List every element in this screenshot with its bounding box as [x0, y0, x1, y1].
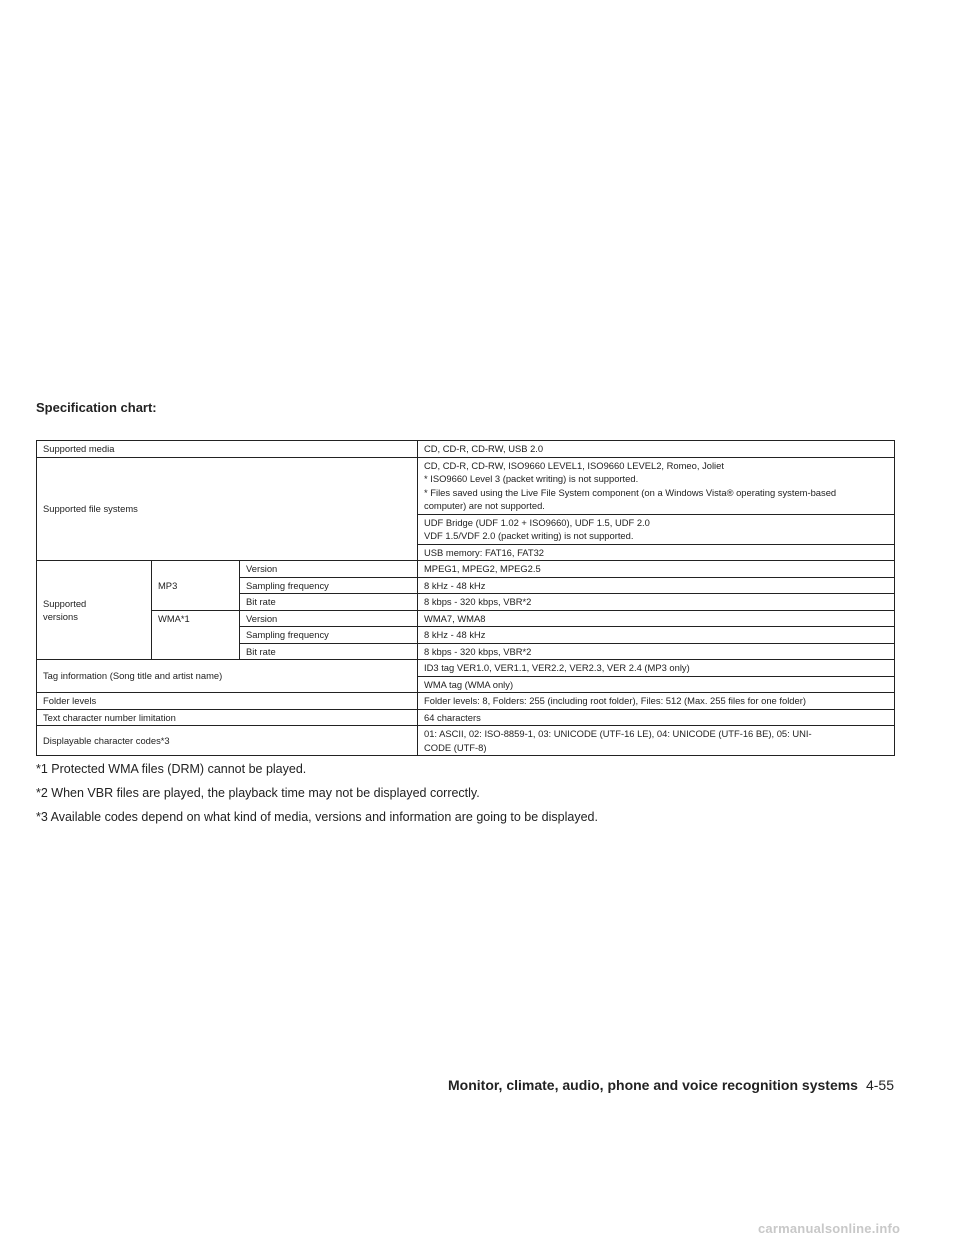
file-systems-label: Supported file systems [37, 457, 418, 561]
file-systems-cd-line: CD, CD-R, CD-RW, ISO9660 LEVEL1, ISO9660 LEVEL2, Romeo, Joliet [424, 459, 724, 471]
table-row [37, 693, 895, 710]
text-limit-value: 64 characters [418, 709, 895, 726]
version-attribute: Version [240, 561, 418, 578]
file-systems-cd-line: * Files saved using the Live File System component (on a Windows Vista® operating system-based [424, 486, 837, 498]
text-limit-label: Text character number limitation [37, 709, 418, 726]
folder-levels-value: Folder levels: 8, Folders: 255 (including root folder), Files: 512 (Max. 255 files for one folder) [418, 693, 895, 710]
table-row [37, 610, 895, 627]
tag-info-value: ID3 tag VER1.0, VER1.1, VER2.2, VER2.3, VER 2.4 (MP3 only) [418, 660, 895, 677]
version-attribute: Sampling frequency [240, 627, 418, 644]
footnote: *2 When VBR files are played, the playback time may not be displayed correctly. [36, 786, 480, 800]
wma-label: WMA*1 [152, 610, 240, 660]
table-row [37, 709, 895, 726]
version-attribute: Sampling frequency [240, 577, 418, 594]
footer-section-title: Monitor, climate, audio, phone and voice recognition systems [448, 1077, 858, 1093]
version-value: WMA7, WMA8 [418, 610, 895, 627]
file-systems-cd-line: computer) are not supported. [424, 500, 545, 511]
folder-levels-label: Folder levels [37, 693, 418, 710]
tag-info-label: Tag information (Song title and artist name) [37, 660, 418, 693]
char-codes-line: CODE (UTF-8) [424, 741, 487, 753]
version-value: 8 kHz - 48 kHz [418, 577, 895, 594]
version-value: 8 kbps - 320 kbps, VBR*2 [418, 643, 895, 660]
page-number: 4-55 [865, 1077, 894, 1093]
version-attribute: Version [240, 610, 418, 627]
footnote: *3 Available codes depend on what kind of media, versions and information are going to be displayed. [36, 810, 598, 824]
file-systems-udf-line: UDF Bridge (UDF 1.02 + ISO9660), UDF 1.5, UDF 2.0 [424, 516, 650, 528]
specification-table [36, 440, 895, 756]
file-systems-cd-line: * ISO9660 Level 3 (packet writing) is not supported. [424, 473, 639, 484]
section-title: Specification chart: [36, 400, 157, 415]
table-row [37, 660, 895, 677]
table-row [37, 441, 895, 458]
supported-versions-label-line: Supported [43, 597, 87, 609]
tag-info-value: WMA tag (WMA only) [418, 676, 895, 693]
file-systems-usb-value: USB memory: FAT16, FAT32 [418, 544, 895, 561]
char-codes-value [418, 726, 895, 756]
supported-media-value: CD, CD-R, CD-RW, USB 2.0 [418, 441, 895, 458]
table-row [37, 457, 895, 514]
file-systems-udf-line: VDF 1.5/VDF 2.0 (packet writing) is not supported. [424, 530, 634, 541]
supported-media-label: Supported media [37, 441, 418, 458]
page-footer [448, 1077, 894, 1093]
char-codes-label: Displayable character codes*3 [37, 726, 418, 756]
supported-versions-label [37, 561, 152, 660]
version-attribute: Bit rate [240, 594, 418, 611]
version-attribute: Bit rate [240, 643, 418, 660]
char-codes-line: 01: ASCII, 02: ISO-8859-1, 03: UNICODE (UTF-16 LE), 04: UNICODE (UTF-16 BE), 05: UNI- [424, 728, 812, 739]
footnotes [36, 762, 598, 834]
file-systems-cd-value [418, 457, 895, 514]
supported-versions-label-line: versions [43, 611, 78, 622]
watermark: carmanualsonline.info [758, 1221, 901, 1236]
version-value: MPEG1, MPEG2, MPEG2.5 [418, 561, 895, 578]
table-row [37, 726, 895, 756]
file-systems-udf-value [418, 514, 895, 544]
footnote: *1 Protected WMA files (DRM) cannot be played. [36, 762, 307, 776]
table-row [37, 561, 895, 578]
version-value: 8 kbps - 320 kbps, VBR*2 [418, 594, 895, 611]
version-value: 8 kHz - 48 kHz [418, 627, 895, 644]
mp3-label: MP3 [152, 561, 240, 611]
